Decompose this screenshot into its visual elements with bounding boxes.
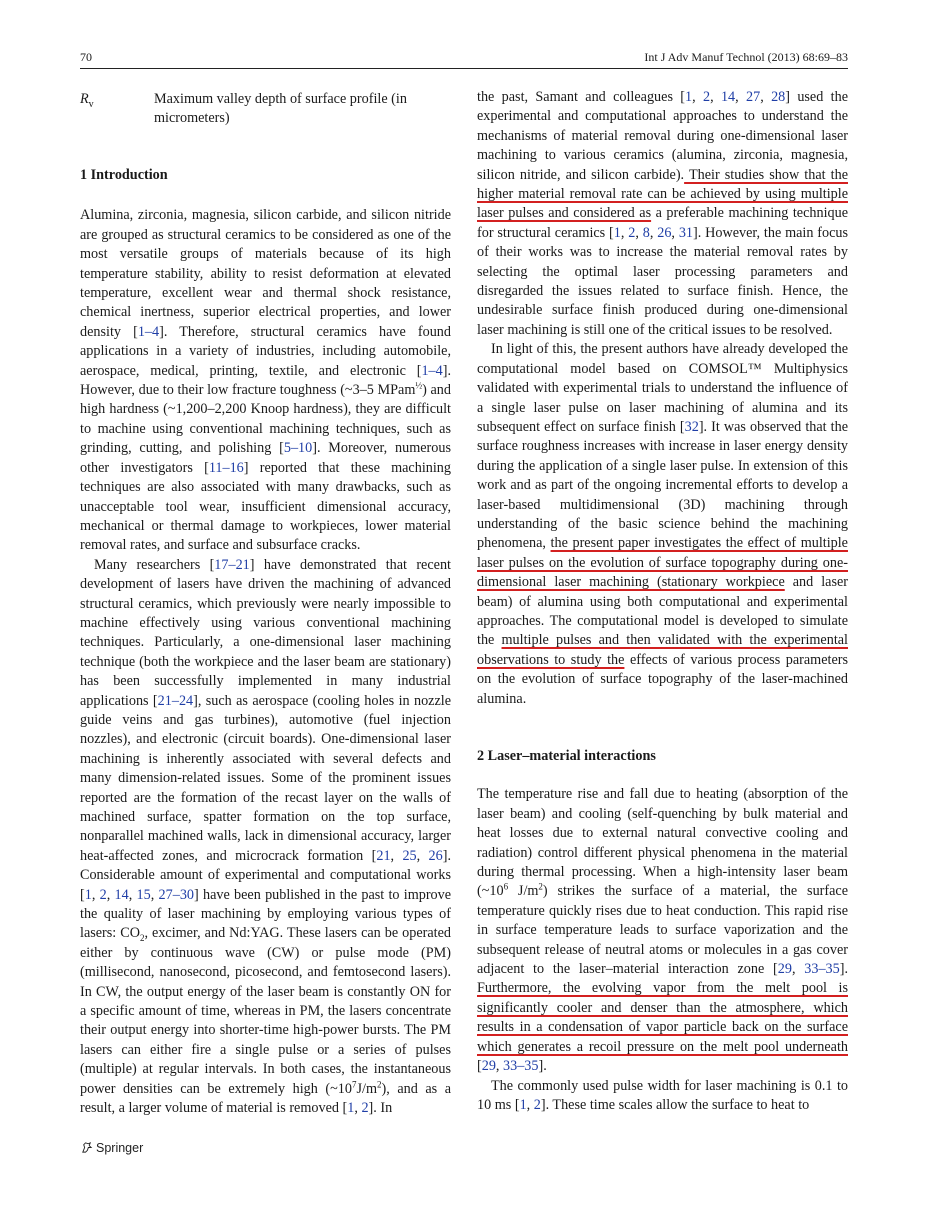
citation-link[interactable]: 31 [678,224,693,241]
journal-citation: Int J Adv Manuf Technol (2013) 68:69–83 [644,50,848,64]
citation-link[interactable]: 11–16 [208,459,244,476]
citation-link[interactable]: 21–24 [157,692,194,709]
laser-paragraph-2: The commonly used pulse width for laser machining is 0.1 to 10 ms [1, 2]. These time scales allow the surface to heat to [477,1077,848,1113]
citation-link[interactable]: 32 [684,418,699,435]
citation-link[interactable]: 26 [428,847,443,864]
citation-link[interactable]: 2 [533,1096,541,1113]
citation-link[interactable]: 28 [771,89,786,105]
highlighted-text: the present paper investigates the effect of multiple laser pulses on the evolution of surface topography during one-dimensional laser machining (stationary workpiece [477,535,848,591]
citation-link[interactable]: 15 [136,886,151,903]
citation-link[interactable]: 1 [84,886,92,903]
citation-link[interactable]: 2 [99,886,107,903]
section-heading-introduction: 1 Introduction [80,167,168,183]
publisher-name: Springer [96,1141,144,1155]
page-footer [80,1141,143,1155]
intro-paragraph-1: Alumina, zirconia, magnesia, silicon carbide, and silicon nitride are grouped as structural ceramics to be considered as one of the most versatile groups of materials because of its high temperature stability, ability to resist deformation at elevated temperature, excellent wear and thermal shock resistance, chemical inertness, superior electrical properties, and lower density [1–4]. Therefore, structural ceramics have found applications in a variety of industries, including automobile, aerospace, medical, printing, textile, and electronic [1–4]. However, due to their low fracture toughness (~3–5 MPam$^{\frac{1}{2}}$) and high hardness (~1,200–2,200 Knoop hardness), they are difficult to machine using conventional machining techniques, such as grinding, cutting, and polishing [5–10]. Moreover, numerous other investigators [11–16] reported that these machining techniques are also associated with many drawbacks, such as unacceptable tool wear, insufficient dimensional accuracy, mechanical or thermal damage to workpieces, lower material removal rates, and surface and subsurface cracks. [80,207,451,554]
left-column [80,88,451,1119]
highlighted-text: Their studies show that the higher material removal rate can be achieved by using multiple laser pulses and considered as [477,166,848,222]
citation-link[interactable]: 2 [628,224,636,241]
citation-link[interactable]: 17–21 [214,556,250,573]
citation-link[interactable]: 1 [519,1096,527,1113]
citation-link[interactable]: 1 [347,1100,355,1117]
laser-paragraph-1: The temperature rise and fall due to heating (absorption of the laser beam) and cooling (self-quenching by bulk material and heat losses due to external natural convective cooling and radiation) control different physical phenomena in the material during thermal processing. When a high-intensity laser beam ($\sim 10^6$ $J/m^2$) strikes the surface of a material, the surface temperature quickly rises due to heat conduction. This rapid rise in surface temperature leads to surface vaporization and the subsequent release of neutral atoms or molecules in a gas cover adjacent to the laser–material interaction zone [29, 33–35]. Furthermore, the evolving vapor from the melt pool is significantly cooler and denser than the atmosphere, which results in a condensation of vapor particle back on the surface which generates a recoil pressure on the melt pool underneath [29, 33–35]. [477,786,848,1075]
springer-horse-icon [80,1141,93,1154]
citation-link[interactable]: 5–10 [283,440,313,457]
citation-link[interactable]: 14 [114,886,129,903]
citation-link[interactable]: 2 [361,1100,369,1117]
citation-link[interactable]: 1 [685,89,693,105]
nomenclature-entry [80,90,451,142]
running-header [80,46,848,69]
citation-link[interactable]: 1–4 [421,362,443,379]
citation-link[interactable]: 2 [702,89,711,105]
citation-link[interactable]: 21 [376,847,391,864]
citation-link[interactable]: 33–35 [503,1058,539,1075]
citation-link[interactable]: 29 [481,1058,496,1075]
citation-link[interactable]: 29 [777,961,792,978]
citation-link[interactable]: 26 [657,224,672,241]
highlighted-text: multiple pulses and then validated with the experimental observations to study the [477,632,848,668]
citation-link[interactable]: 27–30 [158,886,195,903]
citation-link[interactable]: 8 [642,224,650,241]
highlighted-text: Furthermore, the evolving vapor from the melt pool is significantly cooler and denser than the atmosphere, which results in a condensation of vapor particle back on the surface which generates a recoil pressure on the melt pool underneath [477,980,848,1055]
citation-link[interactable]: 14 [720,89,736,105]
nomenclature-definition: Maximum valley depth of surface profile (in micrometers) [154,91,407,127]
citation-link[interactable]: 27 [746,89,761,105]
section-heading-laser-material: 2 Laser–material interactions [477,748,656,764]
citation-link[interactable]: 33–35 [804,961,840,978]
nomenclature-symbol: $R_v$ [80,91,94,110]
intro-paragraph-2: Many researchers [17–21] have demonstrated that recent development of lasers have driven the machining of advanced structural ceramics, which previously were nearly impossible to machine effectively using various conventional machining techniques. Particularly, a one-dimensional laser machining technique (both the workpiece and the laser beam are stationary) has been successfully implemented in many industrial applications [21–24], such as aerospace (cooling holes in nozzle guide veins and gas turbines), automotive (fuel injection nozzles), and electronic (circuit boards). One-dimensional laser machining is inherently associated with several defects and many dimension-related issues. Some of the prominent issues reported are the formation of the recast layer on the walls of machined surface, spatter formation on the top surface, nonparallel machined walls, lack in dimensional accuracy, larger heat-affected zones, and microcrack formation [21, 25, 26]. Considerable amount of experimental and computational works [1, 2, 14, 15, 27–30] have been published in the past to improve the quality of laser machining by employing various types of lasers: $CO_2$, excimer, and Nd:YAG. These lasers can be operated either by continuous wave (CW) or pulse mode (PM) (millisecond, nanosecond, picosecond, and femtosecond lasers). In CW, the output energy of the laser beam is constantly ON for a specific amount of time, whereas in PM, the lasers concentrate their output energy into shorter-time high-power bursts. The PM lasers can either fire a single pulse or a series of pulses (multiple) at regular intervals. In both cases, the instantaneous power densities can be extremely high $(\sim 10^7J/m^2)$, and as a result, a larger volume of material is removed [1, 2]. In [80,556,452,1117]
citation-link[interactable]: 1–4 [137,323,160,340]
citation-link[interactable]: 1 [613,224,621,241]
citation-link[interactable]: 25 [402,847,417,864]
page-number: 70 [80,50,92,64]
intro-paragraph-2-continued: the past, Samant and colleagues [1, 2, 14, 27, 28] used the experimental and computational approaches to understand the mechanisms of material removal during one-dimensional laser machining to various ceramics (alumina, zirconia, magnesia, silicon nitride, and silicon carbide). Their studies show that the higher material removal rate can be achieved by using multiple laser pulses and considered as a preferable machining technique for structural ceramics [1, 2, 8, 26, 31]. However, the main focus of their works was to increase the material removal rates by selecting the optimal laser processing parameters and disregarded the issues related to surface finish. Hence, the undesirable surface finish produced during one-dimensional laser machining is still one of the critical issues to be resolved. [477,89,849,338]
intro-paragraph-3: In light of this, the present authors have already developed the computational model based on COMSOL™ Multiphysics validated with experimental trials to understand the influence of a single laser pulse on laser machining of alumina and its subsequent effect on surface finish [32]. It was observed that the surface roughness increases with increase in laser energy density during the application of a single laser pulse. In extension of this work and as part of the ongoing incremental efforts to develop a laser-based multidimensional (3D) machining through understanding of the basic science behind the machining phenomena, the present paper investigates the effect of multiple laser pulses on the evolution of surface topography during one-dimensional laser machining (stationary workpiece and laser beam) of alumina using both computational and experimental approaches. The computational model is developed to simulate the multiple pulses and then validated with the experimental observations to study the effects of various process parameters on the evolution of surface topography of the laser-machined alumina. [477,341,848,707]
right-column [477,88,848,1115]
